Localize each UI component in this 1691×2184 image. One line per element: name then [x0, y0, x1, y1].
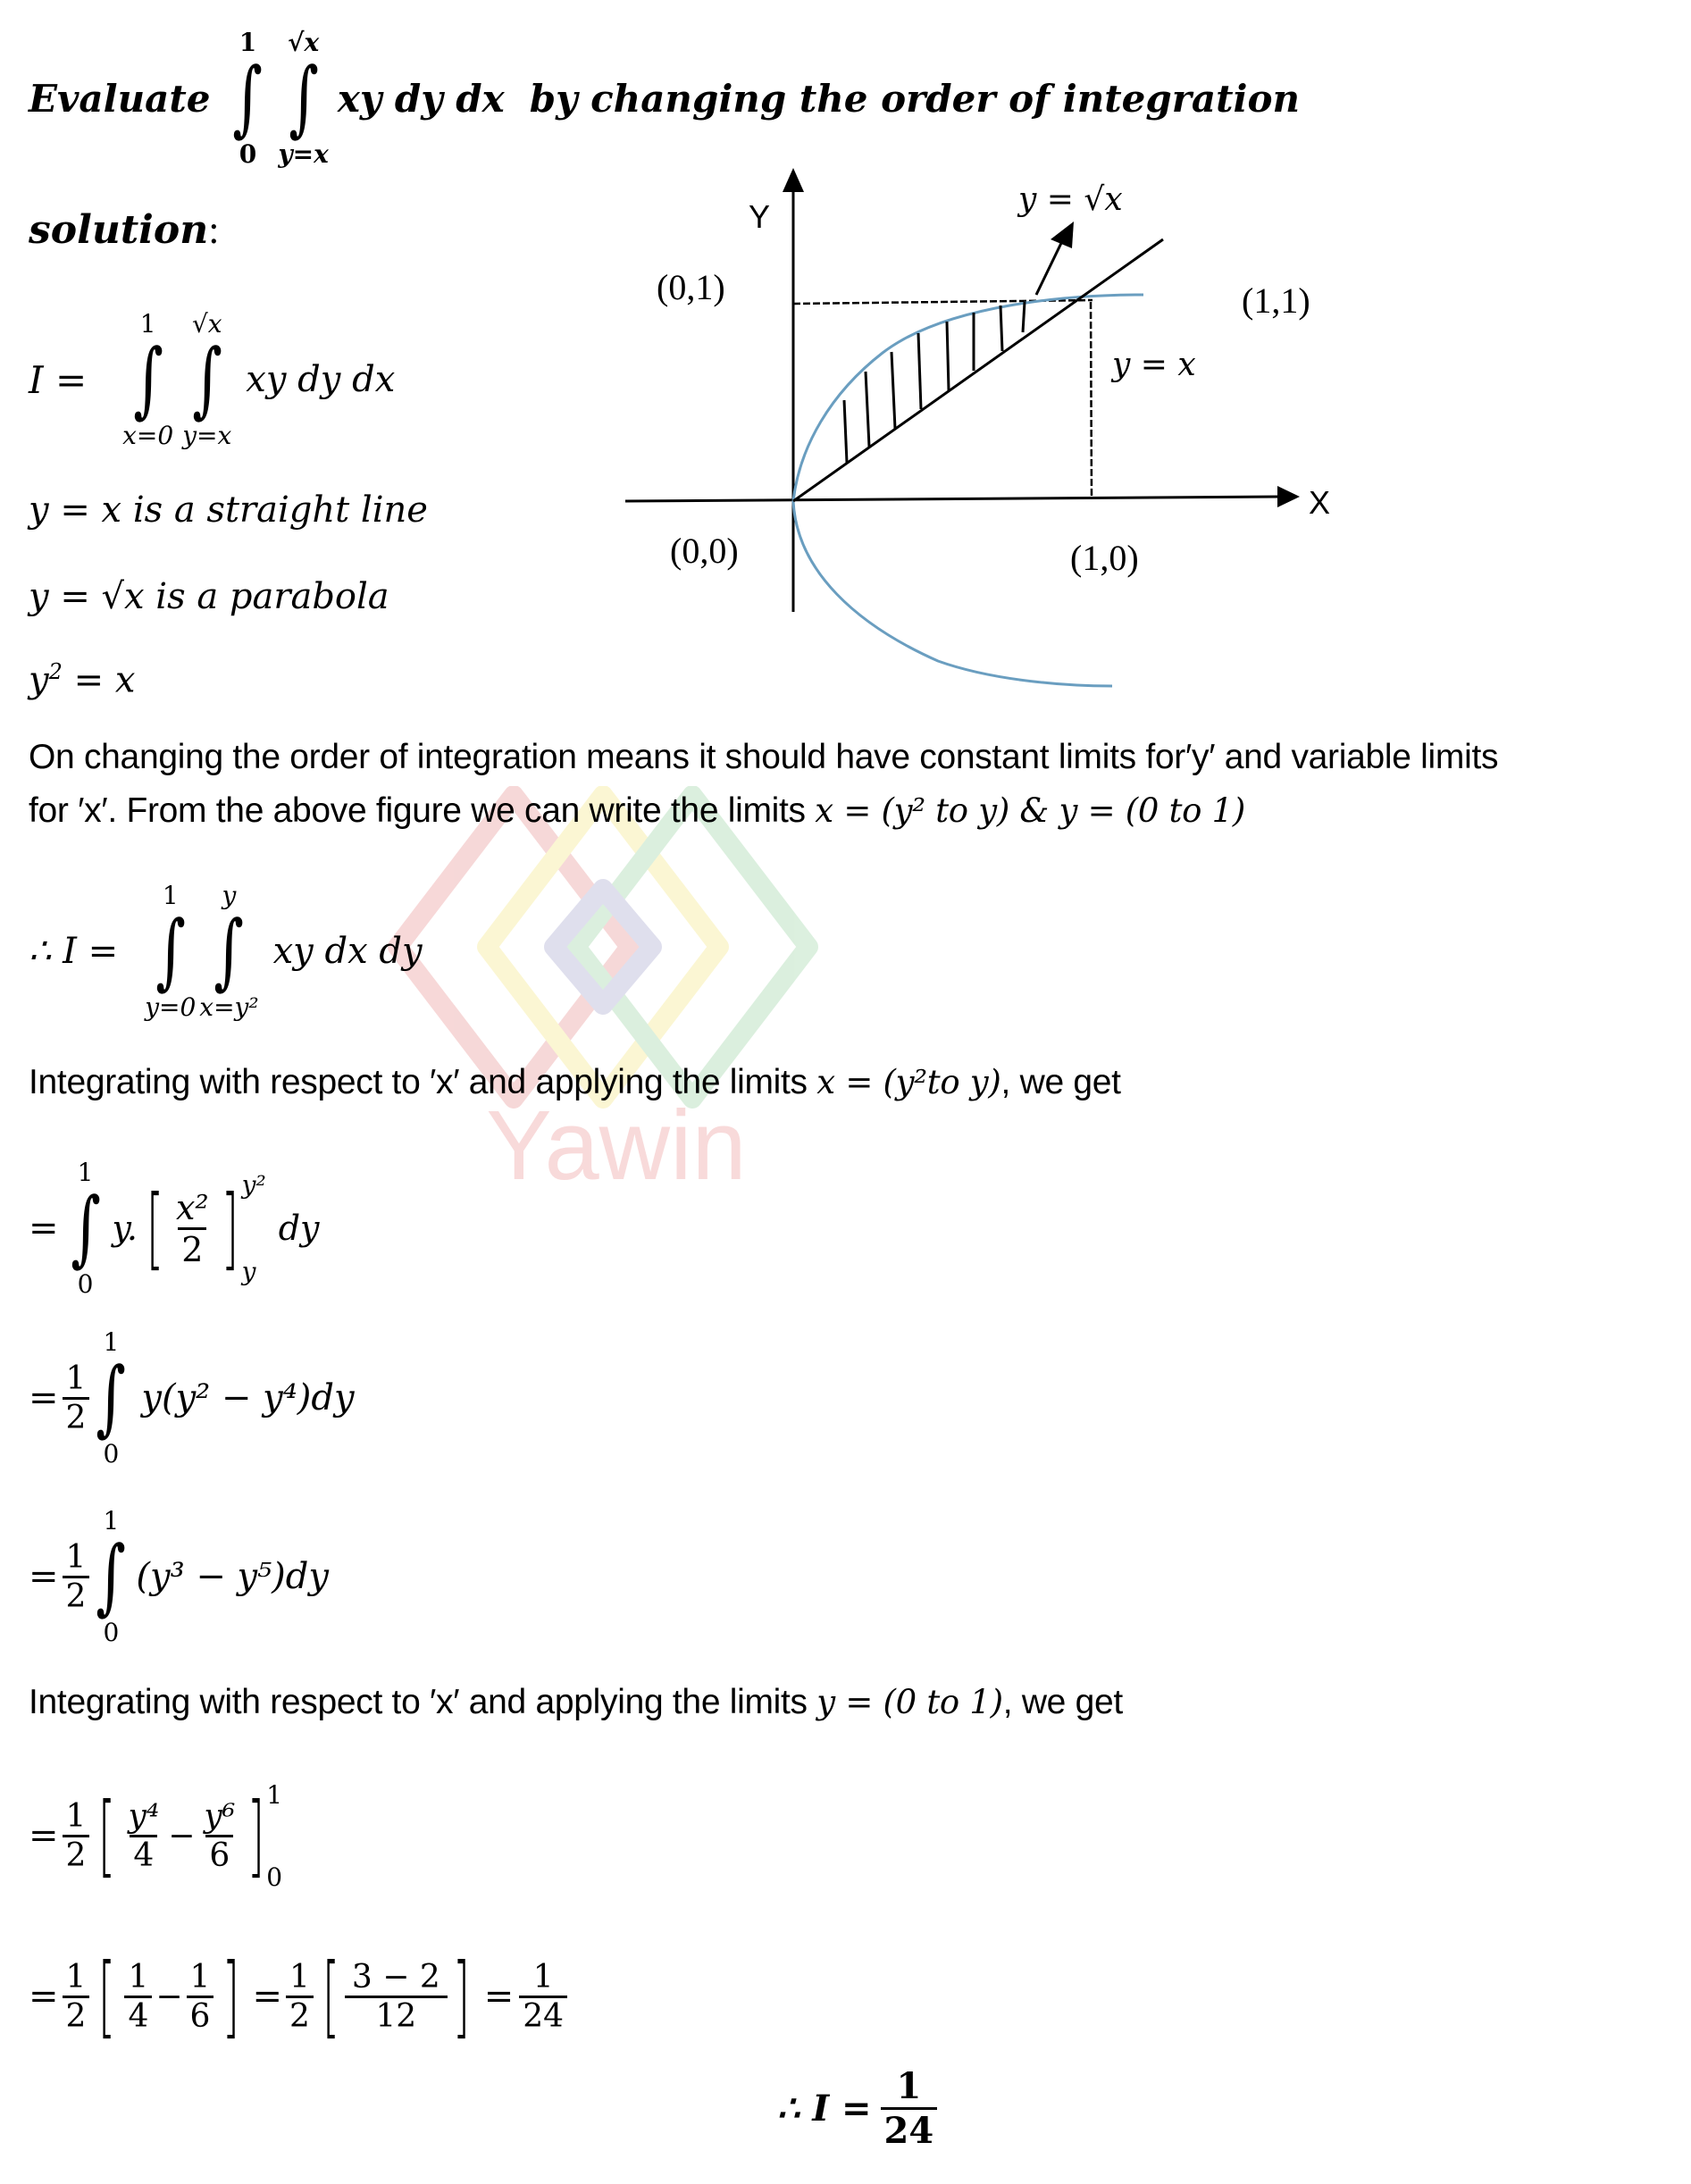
outer-upper-limit: 1 — [162, 881, 179, 910]
outer-integral — [122, 309, 173, 450]
numerator: 1 — [65, 1958, 87, 1996]
eq-rest: = x — [62, 659, 136, 701]
integral-sign-icon: ∫ — [70, 1180, 101, 1276]
para3-tail: , we get — [1002, 1683, 1123, 1721]
numerator: 1 — [65, 1538, 87, 1576]
final-fraction — [881, 2065, 938, 2152]
term-fraction — [200, 1798, 239, 1874]
eval-upper: y² — [241, 1170, 266, 1200]
coefficient-fraction — [63, 1360, 90, 1436]
question-tail: by changing the order of integration — [529, 76, 1301, 121]
fraction — [63, 1959, 90, 2035]
eq-base: y — [29, 659, 49, 701]
numerator: 1 — [189, 1958, 211, 1996]
step2-integral — [89, 1327, 132, 1469]
eval-lower: 0 — [266, 1862, 283, 1892]
watermark-diamond-red — [398, 795, 630, 1099]
numerator: 1 — [289, 1958, 310, 1996]
watermark-diamond-green — [576, 795, 808, 1099]
solution-label — [29, 207, 219, 253]
lower-limit: 0 — [77, 1269, 94, 1299]
step-3 — [29, 1501, 329, 1653]
inner-integral — [182, 309, 231, 450]
eval-limits — [242, 1170, 266, 1286]
outer-integral — [145, 881, 196, 1022]
point-origin-label: (0,0) — [670, 531, 739, 571]
denominator: 2 — [63, 1397, 90, 1436]
inner-upper-limit: √x — [191, 309, 222, 339]
left-bracket-icon: [ — [98, 1944, 116, 2048]
result-fraction — [519, 1959, 567, 2035]
y-axis-label: Y — [749, 198, 771, 235]
inner-lower-limit: y=x — [182, 421, 232, 450]
para2-tail: , we get — [1000, 1063, 1121, 1101]
integral-sign-icon: ∫ — [155, 903, 186, 999]
curve-pointer — [1036, 239, 1063, 295]
step-4 — [29, 1773, 282, 1898]
left-bracket-icon: [ — [146, 1176, 164, 1280]
step2-body: y(y² − y⁴)dy — [141, 1377, 355, 1418]
para2-text: Integrating with respect to ′x′ and applying the limits — [29, 1063, 817, 1101]
outer-lower-limit: x=0 — [122, 421, 174, 450]
solution-label-text: solution — [29, 207, 209, 253]
inner-lower-limit: y=x — [278, 139, 329, 169]
I-changed-integrand: xy dx dy — [272, 931, 423, 972]
outer-upper-limit: 1 — [139, 309, 156, 339]
integral-sign-icon: ∫ — [96, 1528, 127, 1624]
right-bracket-icon: ] — [452, 1944, 470, 2048]
right-bracket-icon: ] — [222, 1944, 240, 2048]
para2-math: x = (y²to y) — [816, 1063, 1001, 1101]
denominator: 2 — [286, 1996, 314, 2035]
inner-integral — [278, 28, 328, 169]
coefficient-fraction — [63, 1798, 90, 1874]
para1-text: for ′x′. From the above figure we can write the limits — [29, 791, 816, 830]
eval-upper: 1 — [266, 1779, 283, 1810]
lower-limit: 0 — [103, 1618, 120, 1647]
numerator: x² — [175, 1187, 209, 1227]
equals: = — [29, 1208, 59, 1249]
outer-lower-limit: y=0 — [145, 992, 197, 1022]
question-integrand: xy dy dx — [337, 76, 505, 121]
numerator: 1 — [65, 1360, 87, 1397]
denominator: 2 — [63, 1835, 90, 1874]
step1-differential: dy — [278, 1209, 320, 1248]
fraction — [187, 1959, 214, 2035]
inner-upper-limit: y — [222, 881, 237, 910]
watermark-logo — [357, 786, 893, 1206]
para1-math: x = (y² to y) & y = (0 to 1) — [815, 791, 1245, 830]
denominator: 2 — [63, 1996, 90, 2035]
denominator: 2 — [178, 1227, 206, 1269]
fraction — [286, 1959, 314, 2035]
right-bracket-icon: ] — [247, 1783, 265, 1887]
I-def-lhs: I = — [29, 357, 88, 402]
equals: = — [29, 1377, 59, 1418]
guide-x1 — [1091, 302, 1092, 497]
integral-changed-order — [29, 871, 423, 1032]
integral-sign-icon: ∫ — [213, 903, 245, 999]
para3-math: y = (0 to 1) — [816, 1683, 1003, 1721]
final-answer — [777, 2054, 937, 2162]
para3-text: Integrating with respect to ′x′ and applying the limits — [29, 1683, 817, 1721]
outer-upper-limit: 1 — [239, 28, 257, 57]
integral-sign-icon: ∫ — [232, 50, 264, 146]
paragraph-order-change-1: On changing the order of integration means it should have constant limits for′y′ and variable limits — [29, 738, 1499, 776]
numerator: 1 — [532, 1958, 554, 1996]
upper-limit: 1 — [103, 1327, 120, 1357]
fraction — [172, 1188, 213, 1269]
denominator: 4 — [124, 1996, 152, 2035]
numerator: 1 — [65, 1797, 87, 1835]
numerator: y⁶ — [204, 1797, 236, 1835]
denominator: 4 — [130, 1835, 157, 1874]
equals: = — [252, 1976, 282, 2017]
fraction — [124, 1959, 152, 2035]
x-axis-arrow-icon — [1277, 486, 1300, 507]
coefficient-fraction — [63, 1539, 90, 1615]
integral-sign-icon: ∫ — [132, 331, 163, 427]
equals: = — [29, 1815, 59, 1856]
fraction — [348, 1959, 444, 2035]
parabola-equation — [29, 659, 135, 700]
numerator: 3 − 2 — [351, 1958, 440, 1996]
curve-label: y = √x — [1018, 181, 1123, 218]
integral-sign-icon: ∫ — [288, 50, 319, 146]
denominator: 2 — [63, 1576, 90, 1615]
parabola-statement: y = √x is a parabola — [29, 576, 389, 617]
I-changed-lhs: ∴ I = — [29, 931, 119, 972]
step-1 — [29, 1152, 320, 1304]
integral-definition — [29, 299, 395, 460]
numerator: 1 — [896, 2064, 922, 2107]
x-axis-label: X — [1309, 484, 1331, 521]
final-lhs: ∴ I = — [777, 2087, 872, 2130]
step1-integral — [64, 1158, 107, 1299]
y-axis-arrow-icon — [783, 168, 804, 192]
denominator: 6 — [205, 1835, 233, 1874]
right-bracket-icon: ] — [221, 1176, 239, 1280]
watermark-text: Yawin — [486, 1091, 747, 1201]
integral-sign-icon: ∫ — [96, 1350, 127, 1445]
step-2 — [29, 1322, 355, 1474]
equals: = — [29, 1976, 59, 2017]
denominator: 12 — [345, 1996, 448, 2035]
eval-lower: y — [241, 1257, 256, 1286]
minus: − — [168, 1817, 196, 1854]
numerator: y⁴ — [128, 1797, 160, 1835]
denominator: 24 — [881, 2107, 938, 2152]
watermark-diamond-yellow — [487, 795, 719, 1099]
question-lead: Evaluate — [29, 76, 211, 121]
paragraph-apply-y-limits — [29, 1683, 1123, 1722]
point-1-1-label: (1,1) — [1242, 280, 1310, 321]
upper-limit: 1 — [103, 1506, 120, 1535]
line-label: y = x — [1112, 347, 1196, 383]
line-statement: y = x is a straight line — [29, 490, 428, 531]
minus: − — [155, 1978, 183, 2015]
step3-integral — [89, 1506, 132, 1647]
outer-integral — [226, 28, 269, 169]
step-5 — [29, 1938, 567, 2054]
paragraph-integrate-x — [29, 1063, 1121, 1102]
solution-colon: : — [208, 208, 220, 252]
upper-limit: 1 — [77, 1158, 94, 1187]
line-y-equals-x — [793, 239, 1163, 501]
term-fraction — [124, 1798, 163, 1874]
inner-integral — [199, 881, 258, 1022]
point-1-0-label: (1,0) — [1070, 538, 1139, 578]
watermark-diamond-center — [554, 889, 652, 1005]
step1-pre: y. — [112, 1209, 138, 1248]
outer-lower-limit: 0 — [239, 139, 257, 169]
left-bracket-icon: [ — [322, 1944, 340, 2048]
integral-sign-icon: ∫ — [191, 331, 222, 427]
left-bracket-icon: [ — [98, 1783, 116, 1887]
inner-lower-limit: x=y² — [199, 992, 259, 1022]
equals: = — [483, 1976, 515, 2017]
paragraph-order-change-2 — [29, 791, 1245, 831]
step3-body: (y³ − y⁵)dy — [136, 1556, 329, 1597]
denominator: 6 — [187, 1996, 214, 2035]
numerator: 1 — [128, 1958, 149, 1996]
eq-exponent: 2 — [48, 659, 63, 684]
point-0-1-label: (0,1) — [657, 267, 725, 307]
lower-limit: 0 — [103, 1439, 120, 1469]
eval-limits — [266, 1780, 282, 1892]
I-def-integrand: xy dy dx — [246, 359, 396, 400]
region-diagram — [616, 152, 1402, 706]
equals: = — [29, 1556, 59, 1597]
denominator: 24 — [519, 1996, 567, 2035]
inner-upper-limit: √x — [288, 28, 320, 57]
x-axis — [625, 497, 1279, 501]
